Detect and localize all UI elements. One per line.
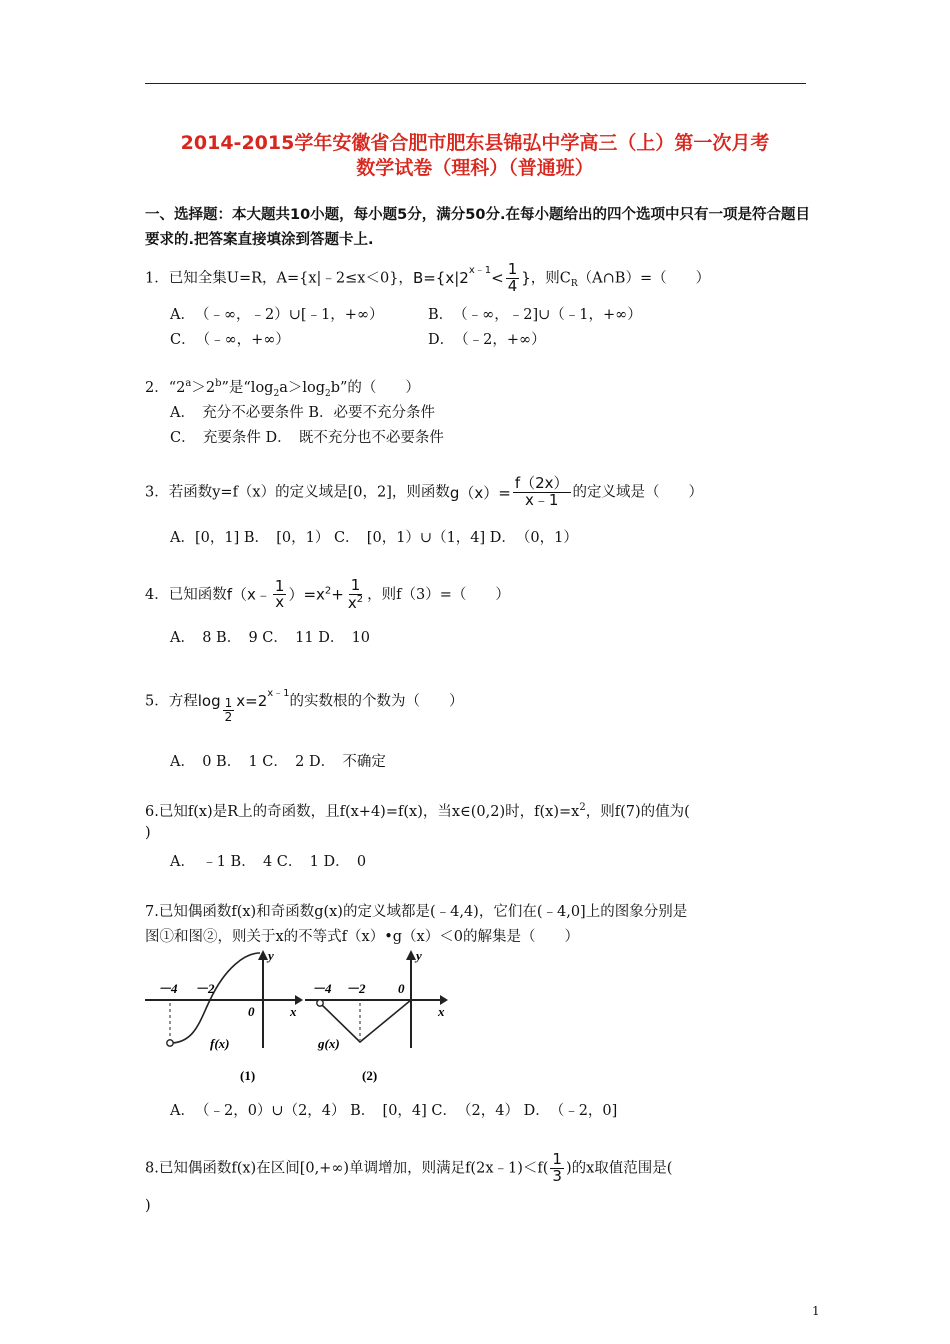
q4-frac1-num: 1 — [274, 576, 285, 595]
q4-sq2: 2 — [356, 593, 364, 605]
q3-frac — [513, 476, 571, 509]
q1-option-a: A． （﹣∞，﹣2）∪[﹣1，+∞） — [170, 307, 384, 323]
section-heading: 一、选择题：本大题共10小题，每小题5分，满分50分.在每小题给出的四个选项中只有一项是符合题目要求的.把答案直接填涂到答题卡上. — [145, 207, 810, 248]
q5-tail: 的实数根的个数为（ ） — [289, 693, 464, 710]
q6-line1-b: ，则f(7)的值为( — [585, 804, 690, 820]
graph-f-xlabel: x — [290, 1004, 297, 1019]
q6-sq: 2 — [579, 802, 586, 814]
q3-g: g（x）= — [449, 483, 511, 502]
graph-f-origin: 0 — [248, 1004, 255, 1019]
q4-tail: ，则f（3）=（ ） — [367, 586, 510, 603]
q2-sup-a: a — [185, 378, 192, 390]
q2-options-ab: A． 充分不必要条件 B．必要不充分条件 — [170, 405, 435, 421]
q1-frac-num: 1 — [507, 260, 518, 278]
q7-line2: 图①和图②，则关于x的不等式f（x）•g（x）＜0的解集是（ ） — [145, 929, 579, 945]
q4-plus: + — [331, 585, 344, 604]
q5-formula — [197, 688, 290, 724]
q4-f-open: f（x﹣ — [226, 585, 271, 604]
graph-f-ylabel: y — [268, 948, 274, 963]
q2-tail: b”的（ ） — [330, 380, 420, 396]
graph-g-xlabel: x — [438, 1004, 445, 1019]
q2-prefix: 2．“2 — [145, 380, 186, 396]
q5-eq: x=2 — [236, 692, 268, 710]
q1-exp: x﹣1 — [468, 264, 492, 276]
doc-title-line1: 2014-2015学年安徽省合肥市肥东县锦弘中学高三（上）第一次月考 — [180, 132, 770, 154]
question-1 — [145, 262, 710, 295]
graph-f-caption: (1) — [240, 1068, 256, 1083]
graph-f-tick-b: －2 — [195, 981, 215, 996]
q8-frac-num: 1 — [552, 1150, 562, 1168]
q6-options: A． ﹣1 B． 4 C． 1 D． 0 — [170, 854, 367, 870]
graph-g-name: g(x) — [318, 1036, 340, 1051]
q4-sq: 2 — [324, 585, 332, 597]
graph-g — [305, 948, 448, 1083]
graph-g-tick-a: －4 — [312, 981, 332, 996]
graph-g-open-point — [317, 1000, 323, 1006]
q1-suffix: ，则C — [530, 270, 571, 287]
graph-f-name: f(x) — [210, 1036, 230, 1051]
q3-prefix: 3．若函数y=f（x）的定义域是[0，2]，则函数 — [145, 484, 450, 501]
question-5 — [145, 688, 464, 724]
graph-f-curve — [170, 953, 260, 1043]
q4-frac2-num: 1 — [350, 576, 361, 594]
q4-prefix: 4．已知函数 — [145, 586, 227, 603]
q1-tail: （A∩B）=（ ） — [577, 270, 711, 287]
q3-frac-den: x﹣1 — [524, 490, 559, 509]
graph-f-open-point — [167, 1040, 173, 1046]
q8-line2: ) — [145, 1198, 151, 1214]
q5-log-base — [223, 697, 235, 723]
q6-line1-a: 6.已知f(x)是R上的奇函数，且f(x+4)=f(x)，当x∈(0,2)时，f(x)=x — [145, 804, 580, 820]
q4-formula — [227, 578, 367, 612]
question-2 — [145, 376, 420, 399]
q1-set-b — [413, 262, 531, 295]
q8-tail: )的x取值范围是( — [565, 1160, 673, 1177]
q4-frac1 — [273, 576, 287, 612]
q4-frac2-den — [346, 595, 365, 612]
graph-g-tick-b: －2 — [346, 981, 366, 996]
q4-frac2-den-x: x — [347, 593, 357, 612]
q3-options: A．[0，1] B． [0，1） C． [0，1）∪（1，4] D． （0，1） — [170, 530, 578, 546]
q5-options: A． 0 B． 1 C． 2 D． 不确定 — [170, 754, 386, 770]
q2-mid3: a＞log — [279, 380, 325, 396]
q4-frac1-den: x — [275, 593, 285, 612]
q5-base-den: 2 — [224, 710, 233, 724]
graph-f — [145, 948, 303, 1083]
q5-exp: x﹣1 — [267, 688, 290, 699]
graph-g-y-arrow — [406, 950, 416, 960]
q7-options: A． （﹣2，0）∪（2，4） B． [0，4] C． （2，4） D． （﹣2，0] — [170, 1103, 618, 1119]
graph-f-y-arrow — [258, 950, 268, 960]
graph-g-caption: (2) — [362, 1068, 378, 1083]
doc-title-line2: 数学试卷（理科）（普通班） — [356, 157, 594, 179]
q4-options: A． 8 B． 9 C． 11 D． 10 — [170, 630, 371, 646]
q1-frac — [506, 262, 520, 295]
q1-lt: < — [491, 268, 504, 287]
q2-mid: ＞2 — [191, 380, 216, 396]
question-8 — [145, 1152, 672, 1185]
q3-frac-num: f（2x） — [514, 474, 569, 492]
q8-frac-den: 3 — [552, 1166, 562, 1185]
q7-graphs — [140, 948, 460, 1088]
graph-f-tick-a: －4 — [158, 981, 178, 996]
q8-frac — [550, 1152, 564, 1185]
q1-prefix: 1．已知全集U=R，A={x|﹣2≤x＜0}， — [145, 270, 413, 287]
q1-base: 2 — [459, 268, 469, 287]
q1-setb-open: B={x| — [412, 268, 460, 287]
question-3 — [145, 476, 703, 509]
q5-log: log — [197, 692, 221, 710]
q5-base-num: 1 — [224, 696, 233, 711]
question-4 — [145, 578, 510, 612]
page-number: 1 — [812, 1304, 820, 1318]
graph-g-ylabel: y — [416, 948, 422, 963]
q2-sub-1: 2 — [273, 388, 280, 399]
graph-g-origin: 0 — [398, 981, 405, 996]
q1-option-c: C． （﹣∞，+∞） — [170, 332, 290, 348]
q3-tail: 的定义域是（ ） — [572, 484, 704, 501]
q4-f-close: ）=x — [288, 585, 325, 604]
q2-mid2: ”是“log — [221, 380, 274, 396]
q2-options-cd: C． 充要条件 D． 既不充分也不必要条件 — [170, 430, 444, 446]
q7-line1: 7.已知偶函数f(x)和奇函数g(x)的定义域都是(﹣4,4)，它们在(﹣4,0]上的图象分别是 — [145, 904, 688, 920]
question-6 — [145, 800, 690, 821]
q6-line2: ) — [145, 825, 151, 841]
q2-sup-b: b — [215, 378, 222, 390]
q1-option-d: D． （﹣2，+∞） — [428, 332, 546, 348]
q2-sub-2: 2 — [325, 388, 331, 399]
q4-frac2 — [346, 578, 365, 612]
header-rule — [145, 83, 806, 84]
q1-frac-den: 4 — [507, 276, 518, 295]
q1-option-b: B． （﹣∞，﹣2]∪（﹣1，+∞） — [428, 307, 642, 323]
q1-setb-close: } — [521, 268, 531, 287]
q1-sub: R — [570, 279, 578, 290]
q5-prefix: 5．方程 — [145, 693, 198, 710]
q8-prefix: 8.已知偶函数f(x)在区间[0,+∞)单调增加，则满足f(2x﹣1)＜f( — [145, 1160, 549, 1177]
